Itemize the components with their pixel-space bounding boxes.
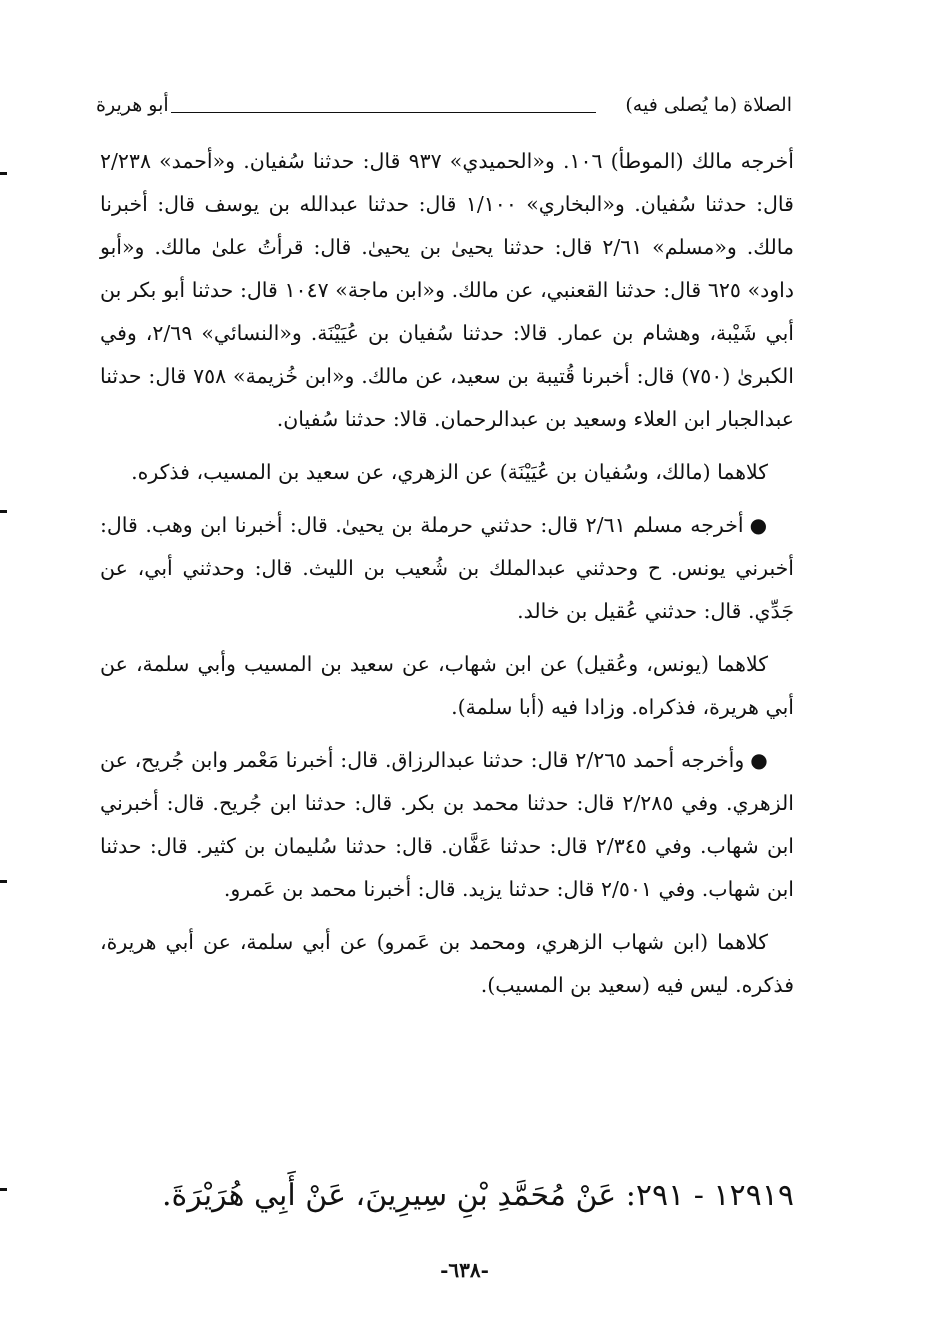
paragraph: كلاهما (يونس، وعُقيل) عن ابن شهاب، عن سعيد بن المسيب وأبي سلمة، عن أبي هريرة، فذكراه. وزادا فيه (أبا سلمة). xyxy=(100,652,794,719)
running-header xyxy=(96,94,792,124)
margin-mark xyxy=(0,172,7,175)
paragraph: أخرجه مالك (الموطأ) ١٠٦. و«الحميدي» ٩٣٧ قال: حدثنا سُفيان. و«أحمد» ٢/٢٣٨ قال: حدثنا سُفيان. و«البخاري» ١/١٠٠ قال: حدثنا عبدالله بن يوسف قال: أخبرنا مالك. و«مسلم» ٢/٦١ قال: حدثنا يحيىٰ بن يحيىٰ. قال: قرأتُ علىٰ مالك. و«أبو داود» ٦٢٥ قال: حدثنا القعنبي، عن مالك. و«ابن ماجة» ١٠٤٧ قال: حدثنا أبو بكر بن أبي شَيْبة، وهشام بن عمار. قالا: حدثنا سُفيان بن عُيَيْنَة. و«النسائي» ٢/٦٩، وفي الكبرىٰ (٧٥٠) قال: أخبرنا قُتيبة بن سعيد، عن مالك. و«ابن خُزيمة» ٧٥٨ قال: حدثنا عبدالجبار ابن العلاء وسعيد بن عبدالرحمان. قالا: حدثنا سُفيان. xyxy=(100,149,794,431)
paragraph: كلاهما (مالك، وسُفيان بن عُيَيْنَة) عن الزهري، عن سعيد بن المسيب، فذكره. xyxy=(131,460,768,484)
page-number: -٦٣٨- xyxy=(440,1258,489,1282)
paragraph: كلاهما (ابن شهاب الزهري، ومحمد بن عَمرو) عن أبي سلمة، عن أبي هريرة، فذكره. ليس فيه (سعيد بن المسيب). xyxy=(100,930,794,997)
hadith-heading: ١٢٩١٩ - ٢٩١: عَنْ مُحَمَّدِ بْنِ سِيرِينَ، عَنْ أَبِي هُرَيْرَةَ. xyxy=(161,1178,794,1213)
margin-mark xyxy=(0,1188,7,1191)
paragraph: ●أخرجه مسلم ٢/٦١ قال: حدثني حرملة بن يحيىٰ. قال: أخبرنا ابن وهب. قال: أخبرني يونس. ح وحدثني عبدالملك بن شُعيب بن الليث. قال: وحدثني أبي، عن جَدِّي. قال: حدثني عُقيل بن خالد. xyxy=(100,513,794,623)
bullet-icon: ● xyxy=(749,513,769,537)
bullet-icon: ● xyxy=(750,748,769,772)
header-chapter-title: الصلاة (ما يُصلى فيه) xyxy=(625,94,792,116)
header-narrator: أبو هريرة xyxy=(96,94,169,116)
margin-mark xyxy=(0,880,7,883)
main-text xyxy=(100,140,794,1007)
margin-mark xyxy=(0,510,7,513)
header-rule xyxy=(171,112,596,113)
paragraph: ●وأخرجه أحمد ٢/٢٦٥ قال: حدثنا عبدالرزاق. قال: أخبرنا مَعْمر وابن جُريح، عن الزهري. وفي ٢/٢٨٥ قال: حدثنا محمد بن بكر. قال: حدثنا ابن جُريح. قال: أخبرني ابن شهاب. وفي ٢/٣٤٥ قال: حدثنا عَفَّان. قال: حدثنا سُليمان بن كثير. قال: حدثنا ابن شهاب. وفي ٢/٥٠١ قال: حدثنا يزيد. قال: أخبرنا محمد بن عَمرو. xyxy=(100,748,794,901)
